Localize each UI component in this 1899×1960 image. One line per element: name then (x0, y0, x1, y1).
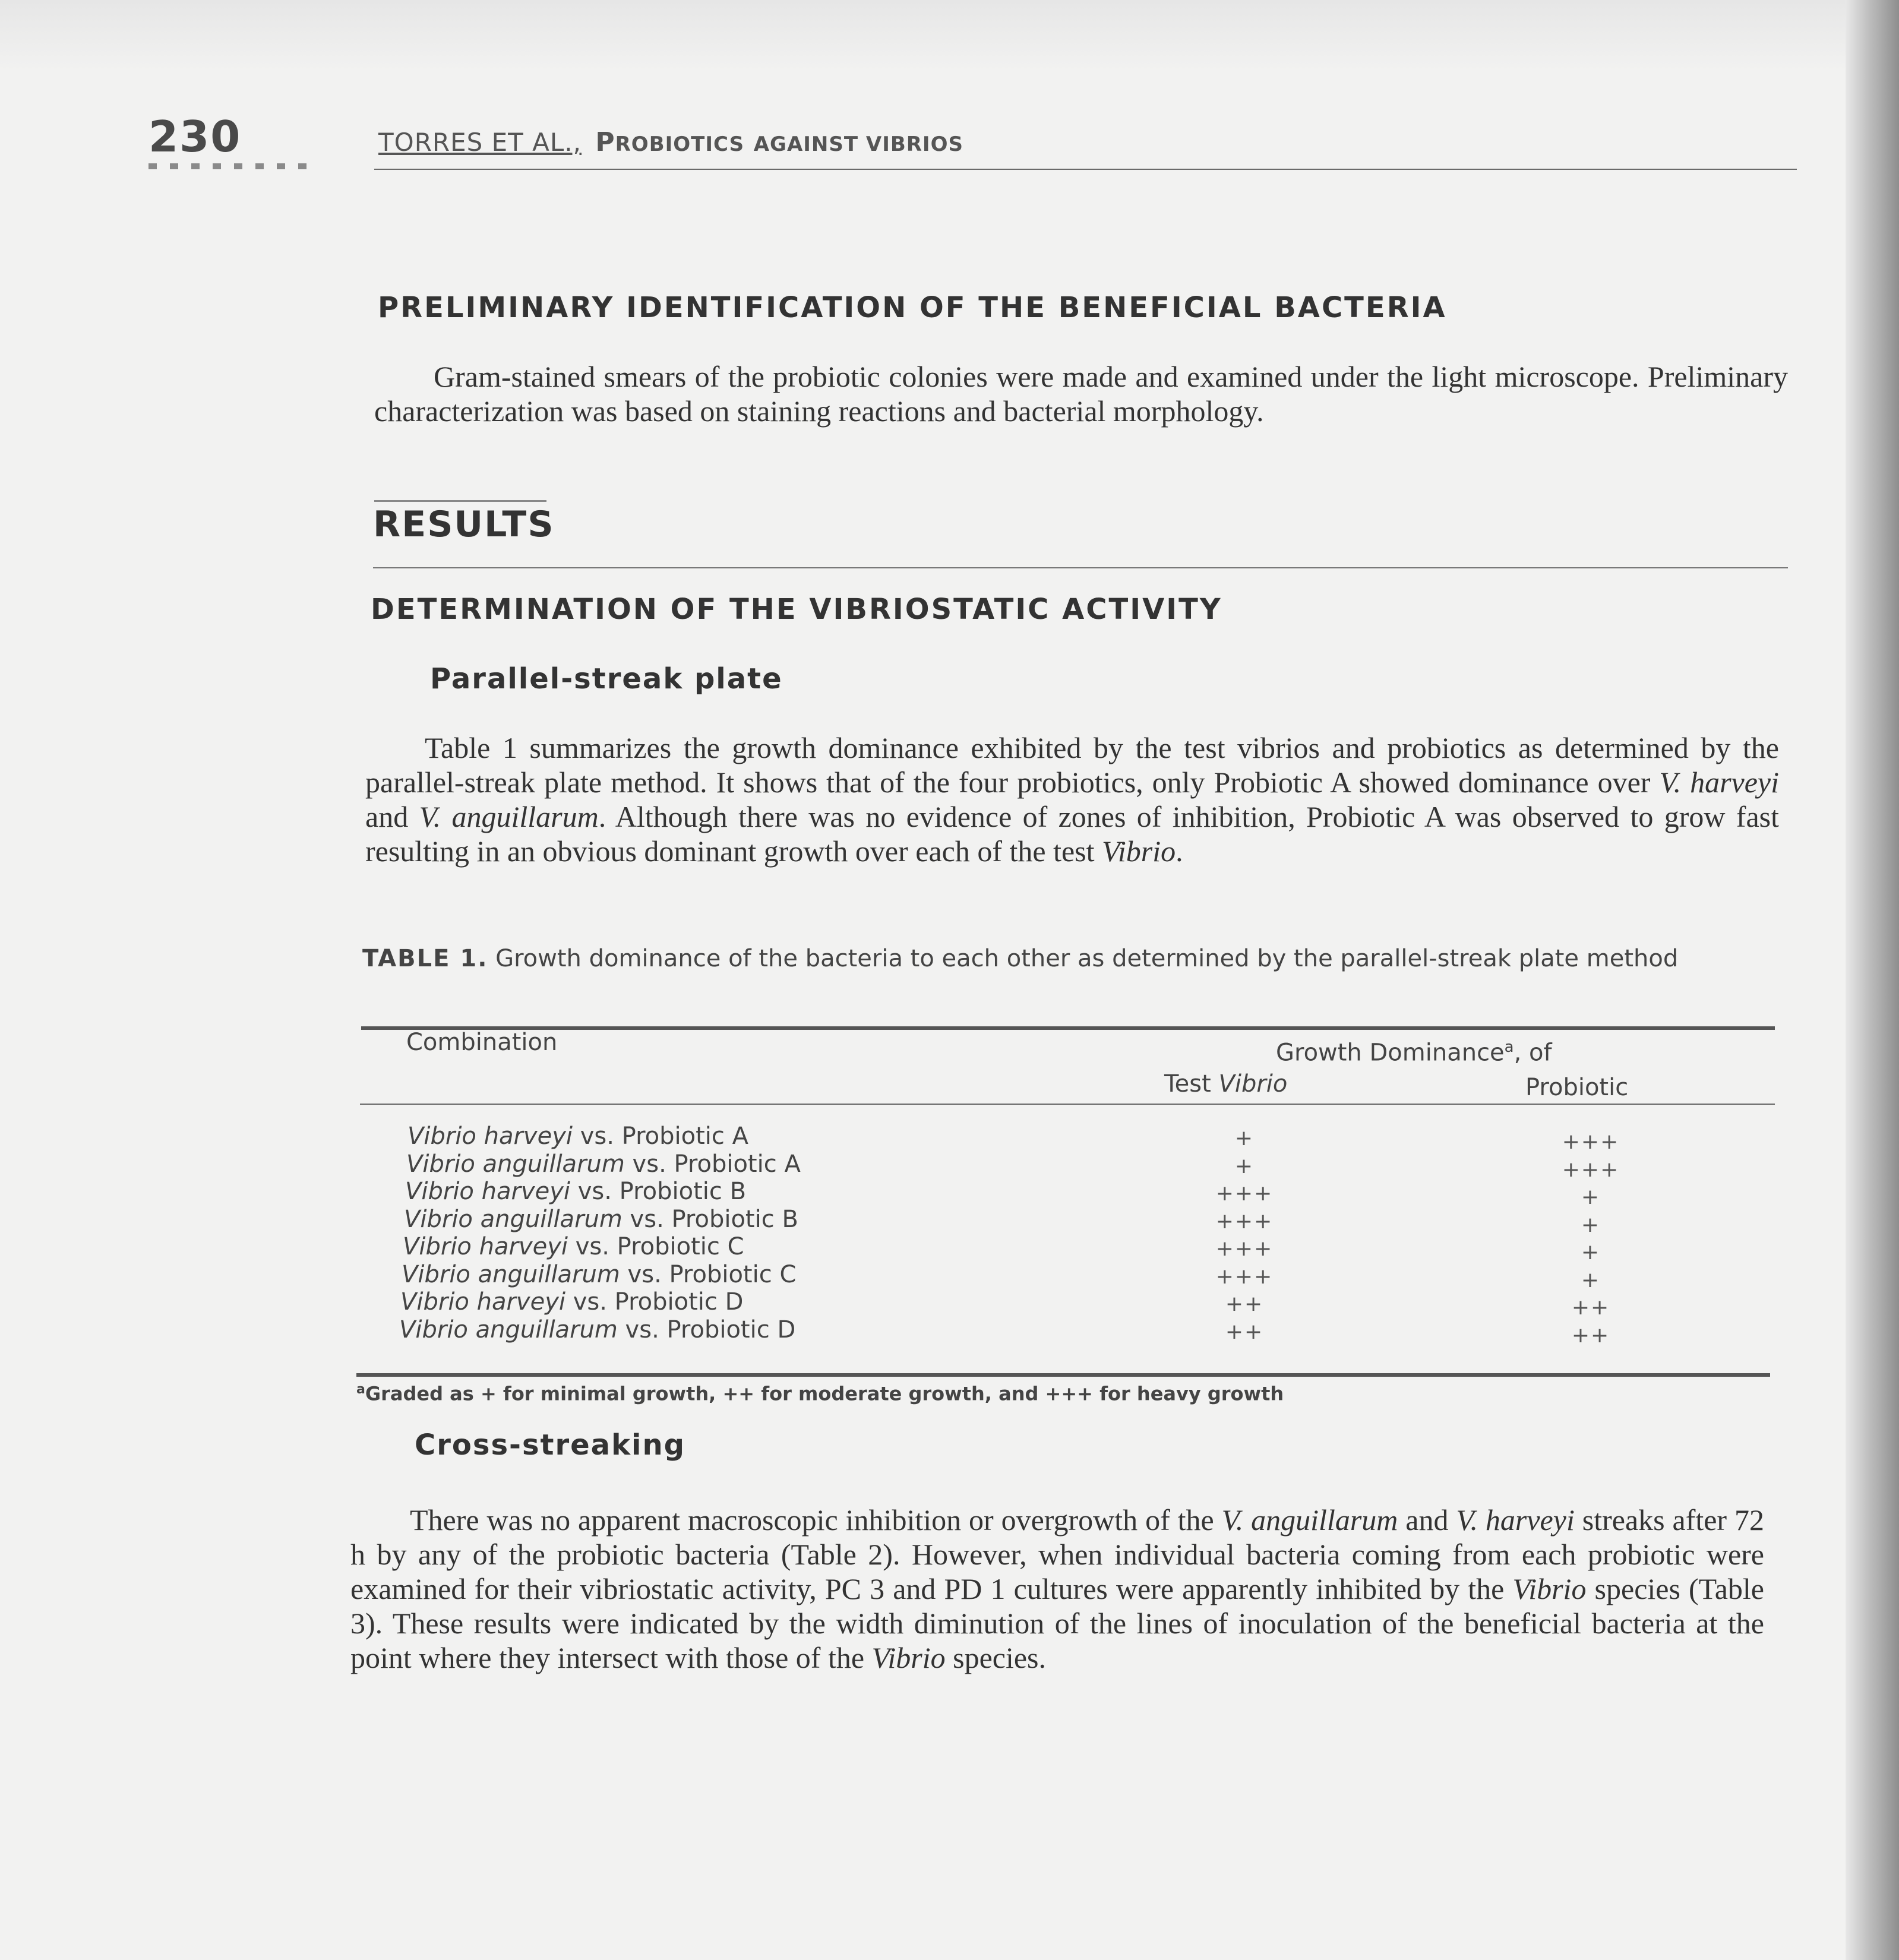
row-probiotic-grade: +++ (1562, 1158, 1620, 1182)
row-test-vibrio-grade: ++ (1225, 1292, 1264, 1316)
header-rule (374, 169, 1797, 170)
row-combination: Vibrio anguillarum vs. Probiotic A (406, 1150, 801, 1178)
row-combination: Vibrio harveyi vs. Probiotic C (403, 1233, 744, 1260)
row-test-vibrio-grade: ++ (1225, 1320, 1264, 1344)
row-probiotic-grade: + (1581, 1185, 1601, 1209)
preliminary-paragraph: Gram-stained smears of the probiotic colonies were made and examined under the light microscope. Preliminary characterization was based on staining reactions and bacterial morphology. (374, 360, 1788, 428)
header-decoration (148, 162, 320, 172)
row-test-vibrio-grade: + (1234, 1154, 1255, 1178)
running-head-authors: TORRES ET AL., (378, 128, 582, 157)
running-head (378, 127, 963, 157)
parallel-paragraph: Table 1 summarizes the growth dominance exhibited by the test vibrios and probiotics as determined by the parallel-streak plate method. It shows that of the four probiotics, only Probiotic A showed dominance over V. harveyi and V. anguillarum. Although there was no evidence of zones of inhibition, Probiotic A was observed to grow fast resulting in an obvious dominant growth over each of the test Vibrio. (365, 731, 1780, 868)
row-test-vibrio-grade: + (1234, 1126, 1255, 1150)
table-bottom-rule (356, 1373, 1770, 1377)
page-edge-shadow (1846, 0, 1899, 1960)
row-combination: Vibrio anguillarum vs. Probiotic C (402, 1261, 797, 1288)
col-combination: Combination (406, 1029, 558, 1056)
row-test-vibrio-grade: +++ (1215, 1181, 1274, 1206)
row-test-vibrio-grade: +++ (1215, 1264, 1274, 1289)
cross-streaking-heading: Cross-streaking (415, 1428, 685, 1462)
cross-paragraph: There was no apparent macroscopic inhibition or overgrowth of the V. anguillarum and V. harveyi streaks after 72 h by any of the probiotic bacteria (Table 2). However, when individual bacteria coming from each probiotic were examined for their vibriostatic activity, PC 3 and PD 1 cultures were apparently inhibited by the Vibrio species (Table 3). These results were indicated by the width diminution of the lines of inoculation of the beneficial bacteria at the point where they intersect with those of the Vibrio species. (350, 1503, 1764, 1674)
row-probiotic-grade: ++ (1571, 1295, 1610, 1320)
vibriostatic-heading: DETERMINATION OF THE VIBRIOSTATIC ACTIVITY (371, 593, 1222, 626)
row-probiotic-grade: + (1581, 1240, 1601, 1264)
running-head-title: PROBIOTICS AGAINST VIBRIOS (595, 127, 963, 157)
table-top-rule (361, 1026, 1775, 1030)
preliminary-heading: PRELIMINARY IDENTIFICATION OF THE BENEFICIAL BACTERIA (378, 291, 1447, 324)
results-rule (373, 567, 1788, 568)
row-combination: Vibrio harveyi vs. Probiotic A (407, 1123, 748, 1150)
row-probiotic-grade: + (1581, 1268, 1601, 1292)
col-probiotic: Probiotic (1525, 1074, 1629, 1101)
parallel-streak-heading: Parallel-streak plate (430, 662, 783, 696)
col-growth-dominance: Growth Dominance$^a$, of (1276, 1038, 1552, 1067)
table-caption: TABLE 1. Growth dominance of the bacteria to each other as determined by the parallel-streak plate method (362, 945, 1679, 972)
page-number: 230 (148, 112, 242, 162)
row-test-vibrio-grade: +++ (1215, 1237, 1274, 1261)
page-top-tone (0, 0, 1899, 71)
row-probiotic-grade: +++ (1562, 1130, 1620, 1154)
col-test-vibrio: Test Vibrio (1164, 1070, 1288, 1098)
results-heading: RESULTS (373, 504, 555, 545)
row-probiotic-grade: + (1581, 1213, 1601, 1237)
table-footnote: $^a$Graded as + for minimal growth, ++ for moderate growth, and +++ for heavy growth (356, 1382, 1284, 1405)
row-test-vibrio-grade: +++ (1215, 1209, 1274, 1234)
row-combination: Vibrio anguillarum vs. Probiotic B (404, 1206, 798, 1233)
results-topline (374, 500, 546, 502)
row-combination: Vibrio anguillarum vs. Probiotic D (399, 1316, 796, 1343)
row-combination: Vibrio harveyi vs. Probiotic B (405, 1178, 747, 1205)
row-combination: Vibrio harveyi vs. Probiotic D (400, 1288, 744, 1316)
row-probiotic-grade: ++ (1571, 1323, 1610, 1348)
table-header-rule (360, 1104, 1775, 1105)
